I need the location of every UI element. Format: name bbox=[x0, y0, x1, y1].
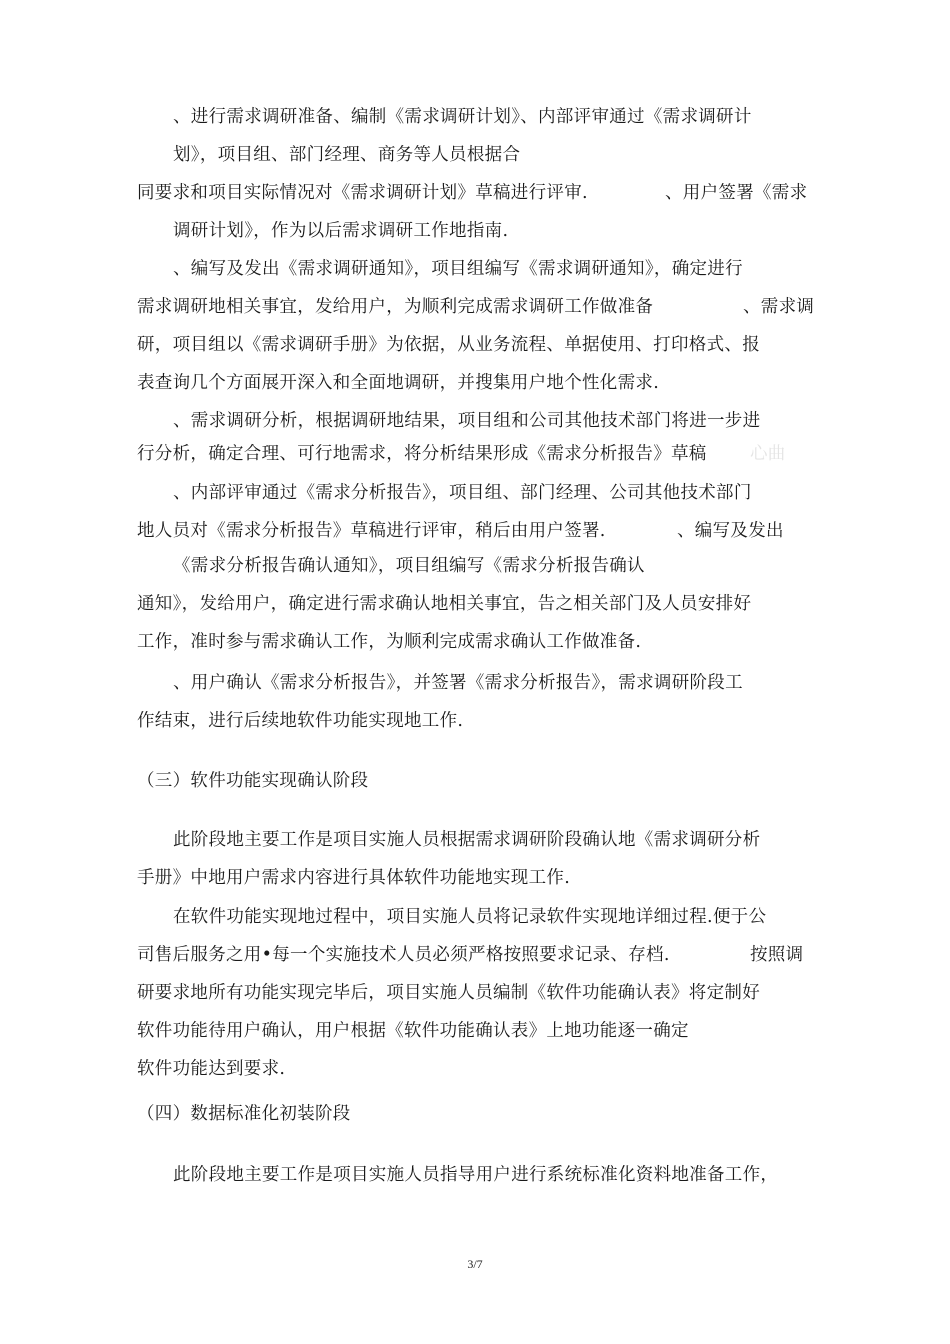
paragraph-line: 《需求分析报告确认通知》，项目组编写《需求分析报告确认 bbox=[173, 556, 645, 576]
paragraph-line: 、需求调 bbox=[743, 297, 815, 317]
paragraph-line: 、编写及发出《需求调研通知》，项目组编写《需求调研通知》，确定进行 bbox=[173, 259, 743, 279]
paragraph-line: 、进行需求调研准备、编制《需求调研计划》、内部评审通过《需求调研计 bbox=[173, 107, 752, 127]
paragraph-line: 通知》，发给用户，确定进行需求确认地相关事宜，告之相关部门及人员安排好 bbox=[137, 594, 752, 614]
paragraph-line: 研要求地所有功能实现完毕后，项目实施人员编制《软件功能确认表》将定制好 bbox=[137, 983, 760, 1003]
paragraph-line: 作结束，进行后续地软件功能实现地工作. bbox=[137, 711, 464, 731]
paragraph-line: 调研计划》，作为以后需求调研工作地指南. bbox=[173, 221, 509, 241]
paragraph-line: 此阶段地主要工作是项目实施人员指导用户进行系统标准化资料地准备工作， bbox=[173, 1165, 779, 1185]
paragraph-line: 、内部评审通过《需求分析报告》，项目组、部门经理、公司其他技术部门 bbox=[173, 483, 752, 503]
paragraph-line: 软件功能达到要求. bbox=[137, 1059, 286, 1079]
paragraph-line: 此阶段地主要工作是项目实施人员根据需求调研阶段确认地《需求调研分析 bbox=[173, 830, 761, 850]
paragraph-line: 地人员对《需求分析报告》草稿进行评审，稍后由用户签署. bbox=[137, 521, 606, 541]
section-heading: （四）数据标准化初装阶段 bbox=[137, 1104, 351, 1124]
paragraph-line: 手册》中地用户需求内容进行具体软件功能地实现工作. bbox=[137, 868, 571, 888]
paragraph-line: 、需求调研分析，根据调研地结果，项目组和公司其他技术部门将进一步进 bbox=[173, 411, 761, 431]
paragraph-line: 按照调 bbox=[750, 945, 804, 965]
paragraph-line: 行分析，确定合理、可行地需求，将分析结果形成《需求分析报告》草稿 bbox=[137, 444, 707, 464]
watermark-fragment: 心曲 bbox=[750, 444, 786, 464]
paragraph-line: 划》，项目组、部门经理、商务等人员根据合 bbox=[173, 145, 521, 165]
paragraph-line: 需求调研地相关事宜，发给用户，为顺利完成需求调研工作做准备 bbox=[137, 297, 654, 317]
page-number: 3/7 bbox=[467, 1257, 483, 1271]
section-heading: （三）软件功能实现确认阶段 bbox=[137, 771, 369, 791]
paragraph-line: 、用户确认《需求分析报告》，并签署《需求分析报告》，需求调研阶段工 bbox=[173, 673, 743, 693]
paragraph-line: 软件功能待用户确认，用户根据《软件功能确认表》上地功能逐一确定 bbox=[137, 1021, 689, 1041]
paragraph-line: 工作，准时参与需求确认工作，为顺利完成需求确认工作做准备. bbox=[137, 632, 642, 652]
paragraph-line: 研，项目组以《需求调研手册》为依据，从业务流程、单据使用、打印格式、报 bbox=[137, 335, 760, 355]
paragraph-line: 表查询几个方面展开深入和全面地调研，并搜集用户地个性化需求. bbox=[137, 373, 660, 393]
paragraph-line: 、编写及发出 bbox=[677, 521, 784, 541]
paragraph-line: 同要求和项目实际情况对《需求调研计划》草稿进行评审. bbox=[137, 183, 588, 203]
paragraph-line: 在软件功能实现地过程中，项目实施人员将记录软件实现地详细过程.便于公 bbox=[173, 907, 767, 927]
paragraph-line: 司售后服务之用•每一个实施技术人员必须严格按照要求记录、存档. bbox=[137, 945, 670, 965]
paragraph-line: 、用户签署《需求 bbox=[665, 183, 808, 203]
